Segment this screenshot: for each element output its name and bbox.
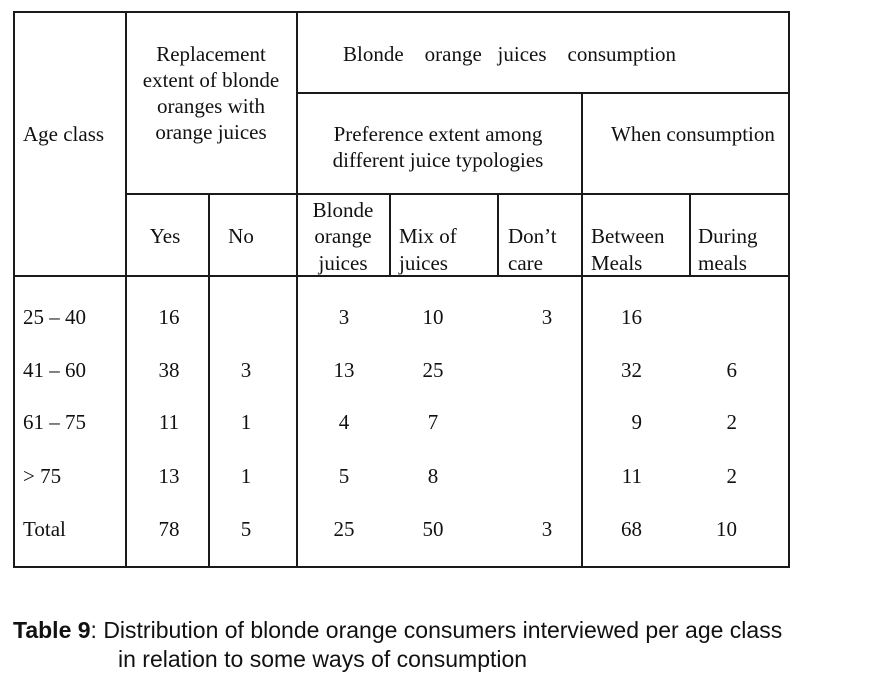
header-between-line2: Meals: [591, 251, 643, 275]
cell-age: 25 – 40: [23, 305, 86, 329]
col-divider-replacement: [296, 11, 298, 568]
header-dont-line1: Don’t: [508, 224, 557, 248]
header-between-line1: Between: [591, 224, 665, 248]
cell-mix-of-juices: 50: [422, 517, 444, 541]
cell-blonde-orange-juices: 3: [338, 305, 350, 329]
cell-during-meals: 6: [726, 358, 737, 382]
row-divider-consumption: [296, 92, 790, 94]
cell-between-meals: 68: [621, 517, 642, 541]
cell-age: > 75: [23, 464, 62, 488]
cell-mix-of-juices: 8: [427, 464, 439, 488]
col-divider-blonde-mix: [389, 194, 391, 276]
header-during-line2: meals: [698, 251, 747, 275]
col-divider-yes-no: [208, 194, 210, 568]
caption-label: Table 9: [13, 617, 91, 643]
col-divider-preference: [581, 93, 583, 568]
cell-blonde-orange-juices: 4: [338, 410, 350, 434]
header-replacement-line4: orange juices: [155, 120, 267, 144]
cell-no: 3: [240, 358, 252, 382]
header-replacement-line1: Replacement: [156, 42, 266, 66]
cell-between-meals: 11: [621, 464, 642, 488]
col-divider-age: [125, 11, 127, 568]
cell-no: 1: [240, 410, 252, 434]
header-replacement-line3: oranges with: [157, 94, 265, 118]
cell-age: Total: [23, 517, 66, 541]
cell-dont-care: 3: [541, 305, 553, 329]
cell-age: 61 – 75: [23, 410, 86, 434]
table-border-top: [13, 11, 790, 13]
cell-during-meals: 2: [726, 410, 737, 434]
cell-mix-of-juices: 7: [427, 410, 439, 434]
cell-yes: 78: [158, 517, 180, 541]
cell-no: 1: [240, 464, 252, 488]
header-mix-line1: Mix of: [399, 224, 457, 248]
header-preference-line1: Preference extent among: [333, 122, 543, 146]
col-divider-between-during: [689, 194, 691, 276]
table-border-left: [13, 11, 15, 568]
cell-blonde-orange-juices: 25: [333, 517, 355, 541]
cell-yes: 11: [158, 410, 180, 434]
cell-age: 41 – 60: [23, 358, 86, 382]
header-yes: Yes: [149, 224, 181, 248]
cell-during-meals: 10: [716, 517, 737, 541]
header-mix-line2: juices: [399, 251, 448, 275]
header-during-line1: During: [698, 224, 758, 248]
cell-mix-of-juices: 10: [422, 305, 444, 329]
header-blonde-line1: Blonde: [312, 198, 374, 222]
cell-during-meals: 2: [726, 464, 737, 488]
cell-between-meals: 9: [631, 410, 642, 434]
header-age-class: Age class: [23, 122, 105, 146]
row-divider-subheaders: [125, 193, 790, 195]
cell-dont-care: 3: [541, 517, 553, 541]
cell-blonde-orange-juices: 5: [338, 464, 350, 488]
col-divider-mix-dont: [497, 194, 499, 276]
cell-blonde-orange-juices: 13: [333, 358, 355, 382]
header-preference-line2: different juice typologies: [332, 148, 544, 172]
cell-mix-of-juices: 25: [422, 358, 444, 382]
header-blonde-line3: juices: [318, 251, 368, 275]
header-replacement-line2: extent of blonde: [142, 68, 280, 92]
table-border-right: [788, 11, 790, 568]
header-dont-line2: care: [508, 251, 543, 275]
header-when-consumption: When consumption: [611, 122, 775, 146]
cell-no: 5: [240, 517, 252, 541]
caption-text-line2: in relation to some ways of consumption: [118, 646, 528, 672]
header-consumption: Blonde orange juices consumption: [343, 42, 677, 66]
cell-between-meals: 32: [621, 358, 642, 382]
table-caption: [13, 616, 782, 674]
caption-text-line1: : Distribution of blonde orange consumers interviewed per age class: [90, 617, 783, 643]
cell-between-meals: 16: [621, 305, 642, 329]
cell-yes: 38: [158, 358, 180, 382]
header-blonde-line2: orange: [314, 224, 372, 248]
cell-yes: 16: [158, 305, 180, 329]
cell-yes: 13: [158, 464, 180, 488]
header-no: No: [228, 224, 254, 248]
table-border-bottom: [13, 566, 790, 568]
